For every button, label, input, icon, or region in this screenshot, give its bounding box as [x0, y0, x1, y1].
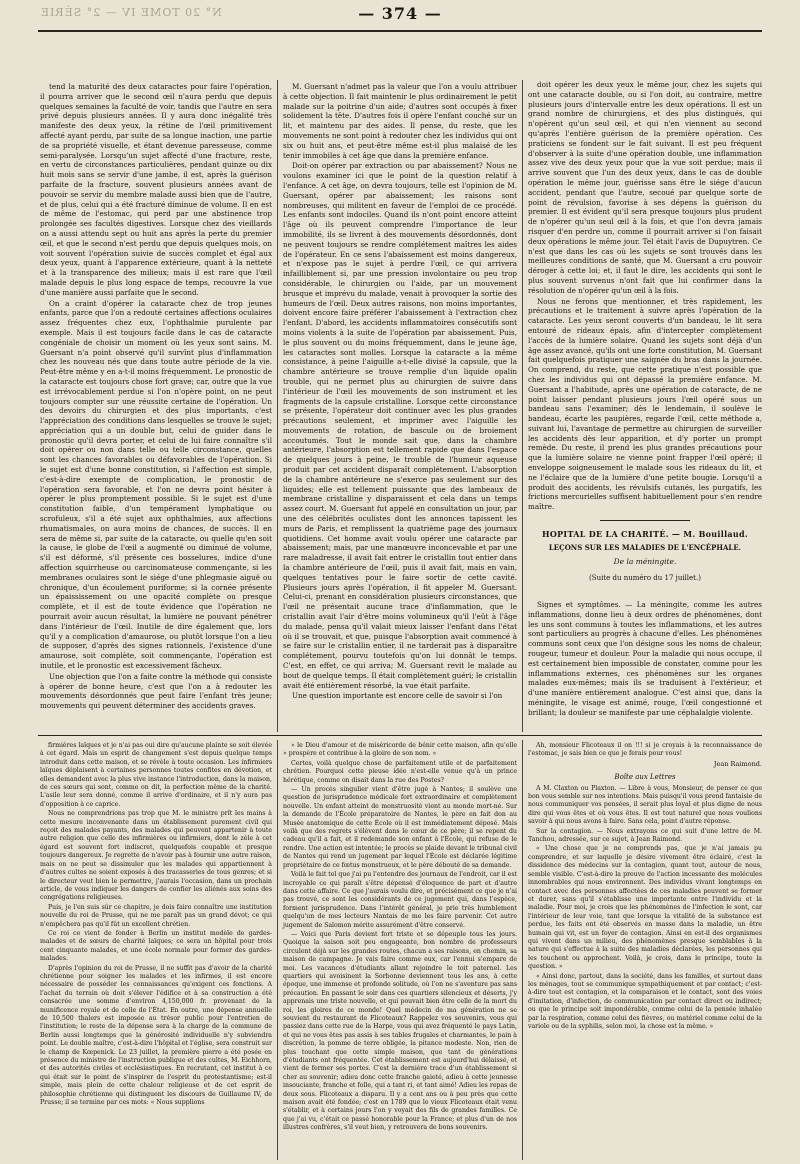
column-divider: [522, 740, 523, 1160]
paragraph: Puis, je l'en suis sûr ce chapitre, je dois faire connaître une institution nouvelle du roi de Prusse, qui ne me paraît pas un grand dévot; ce qui n'empêchera pas qu'il fût un excellent chrétien.: [40, 903, 272, 928]
paragraph: Une objection que l'on a faite contre la méthode qui consiste à opérer de bonne heure, c'est que l'on a à redouter les mouvements désordonnés que peut faire l'enfant très jeune; mouvements qui peuvent déterminer des accidents graves.: [40, 671, 272, 711]
paragraph: Ah, monsieur Flicoteaux il on !!! si je croyais à la reconnaissance de l'estomac, je sais bien ce que je ferais pour vous!: [528, 742, 762, 758]
column-divider: [277, 80, 278, 732]
column-divider: [522, 80, 523, 732]
paragraph: On a craint d'opérer la cataracte chez de trop jeunes enfants, parce que l'on a redouté certaines affections oculaires assez fréquentes chez eux, l'ophthalmie purulente par exemple. Mais il est toujours facile dans le cas de cataracte congéniale de choisir un moment où les yeux sont sains. M. Guersant n'a point observé qu'il survînt plus d'inflammation chez les nouveau nés que dans toute autre période de la vie. Peut-être même y en a-t-il moins fréquemment. Le pronostic de la cataracte est toujours chose fort grave; car, outre que la vue est irrévocablement perdue si l'on n'opère point, on ne peut toujours compter sur une réussite certaine de l'opération. Un des devoirs du chirurgien et des plus importants, c'est l'appréciation des conditions dans lesquelles se trouve le sujet; appréciation qui a un double but, celui de guider dans le pronostic qu'il devra porter, et celui de lui faire connaître s'il doit opérer ou non dans telle ou telle circonstance, quelles sont les chances favorables ou défavorables de l'opération. Si le sujet est d'une bonne constitution, si l'affection est simple, c'est-à-dire exempte de complication, le pronostic de l'opération sera favorable, et l'on ne devra point hésiter à opérer le plus promptement possible. Si le sujet est d'une constitution faible, d'un tempérament lymphatique ou scrofuleux, s'il a été sujet aux ophthalmies, aux affections rhumatismales, on aura moins de chances, de succès. Il en sera de même si, par suite de la cataracte, ou quelle qu'en soit la cause, le globe de l'œil a augmenté ou diminué de volume, s'il est déformé, s'il présente ces bosselures, indice d'une affection squirrheuse ou carcinomateuse commençante, si les membranes oculaires sont le siége d'une phlegmasie aiguë ou chronique, d'un écoulement puriforme; si la cornée présente un épaississement ou une opacité complète ou presque complète, et il est de toute évidence que l'opération ne pourrait avoir aucun résultat, la lumière ne pouvant pénétrer dans l'intérieur de l'œil. Inutile de dire également que, lors qu'il y a complication d'amaurose, ou plutôt lorsque l'on a lieu de supposer, d'après des signes rationnels, l'existence d'une amaurose, soit complète, soit commençante, l'opération est inutile, et le pronostic est excessivement fâcheux.: [40, 298, 272, 671]
section-rule: [38, 735, 762, 736]
paragraph: Certes, voilà quelque chose de parfaitement utile et de parfaitement chrétien. Pourquoi cette pieuse idée n'est-elle venue qu'à un prince hérétique, comme on disait dans la rue des Postes?: [283, 759, 517, 784]
article-column-1: [40, 82, 272, 732]
paragraph: Nous ne comprendrions pas trop que M. le ministre prît les mains à cette mesure inconvenante dans un établissement purement civil qui reçoit des malades payants, des malades qui peuvent appartenir à toute autre religion que celle des infirmières ou infirmiers, dont le zèle à cet égard est souvent fort indiscret, quelquefois coupable et presque toujours dangereux. Je regrette de n'avoir pas à fournir une autre raison, mais on ne peut se dissimuler que les malades qui appartiennent à d'autres cultes ne soient exposés à des tracasseries de tous genres; et si le directeur veut bien le permettre, j'aurais l'occasion, dans un prochain article, de vous indiquer les dangers de confier les aliénés aux soins des congrégations religieuses.: [40, 810, 272, 902]
paragraph: D'après l'opinion du roi de Prusse, il ne suffit pas d'avoir de la charité chrétienne pour soigner les malades et les infirmes, il est encore nécessaire de posséder les connaissances qu'exigent ces fonctions. A l'achat du terrain où doit s'élever l'édifice et à sa construction a été consacrée une somme d'environ 4,150,000 fr. provenant de la munificence royale et de celle de l'État. En outre, une dépense annuelle de 10,500 thalers est imposée au trésor public pour l'entretien de l'institution; le reste de la dépense sera à la charge de la commune de Berlin aussi longtemps que la générosité individuelle n'y subviendra point. Le double maître, c'est-à-dire l'hôpital et l'église, sera construit sur le champ de Kœpenick. Le 23 juillet, la première pierre a été posée en présence du ministre de l'instruction publique et des cultes, M. Eichhorn, et des autorités civiles et ecclésiastiques. En recrutant, cet institut à ce qui était sur le point de s'inspirer de l'esprit du protestantisme; est-il simple, mais plein de cette chaleur religieuse et de cet esprit de philosophie chrétienne qui distinguent les discours de Guillaume IV, de Prusse; il se termine par ces mots: « Nous supplions: [40, 964, 272, 1107]
paragraph: « Ainsi donc, partout, dans la société, dans les familles, et surtout dans les ménages, tout se communique sympathiquement et par contact; c'est-à-dire tout est contagion, et la comparaison et le contact, sont des voies d'imitation, d'infection, de communication par contact direct ou indirect; ou que le principe soit impondérable, comme celui de la pensée inhalée par la respiration, comme celui des fièvres, ou matériel comme celui de la variole ou de la syphilis, selon moi, la chose est la même. »: [528, 972, 762, 1030]
paragraph: « Une chose que je ne comprends pas, que je n'ai jamais pu comprendre, et sur laquelle je désire vivement être éclairé, c'est la dissidence des médecins sur la contagion, quant tout, autour de nous, semble visible. C'est-à-dire la preuve de l'action incessante des molécules innombrables qui nous environnent. Des individus vivant longtemps en contact avec des personnes affectées de ces maladies peuvent se former et durer, sans qu'il s'établisse une importante entre l'individu et la maladie. Pour moi, je crois que les phénomènes de l'infection le sont, car l'intérieur de leur voie, tant que lorsque la vitalité de la substance est perdue, les faits ont été observés en masse dans la maladie, un être humain qui vit, est un foyer de contagion. Ainsi en est-il des organismes qui vivent dans un milieu, des phénomènes presque semblables à la nature qui s'effectue à la suite des maladies déclarées, les personnes qui les touchent ou approchent. Voilà, je crois, dans le principe, toute la question. »: [528, 845, 762, 971]
header-rule: [38, 30, 762, 32]
paragraph: M. Guersant n'admet pas la valeur que l'on a voulu attribuer à cette objection. Il fait maintenir le plus ordinairement le petit malade sur la poitrine d'un aide; d'autres sont occupés à fixer solidement la tête. D'autres fois il opère l'enfant couché sur un lit, et maintenu par des aides. Il pense, du reste, que les mouvements ne sont point à redouter chez les individus qui ont six ou huit ans, et peut-être même est-il plus malaisé de les tenir immobiles à cet âge que dans la première enfance.: [283, 82, 517, 160]
page-number: — 374 —: [358, 4, 442, 23]
paragraph: A M. Claxton ou Plaxton. — Libre à vous, Monsieur, de penser ce que bon vous semble sur nos intentions. Mais puisqu'il vous prend fantaisie de nous communiquer vos pensées, il serait plus loyal et plus digne de nous dire qui vous êtes et où vous êtes. Il est tout naturel que nous voulions savoir à qui nous avons à faire. Sans cela, point d'autre réponse.: [528, 784, 762, 826]
letters-heading: Boîte aux Lettres: [614, 773, 676, 782]
paragraph: » le Dieu d'amour et de miséricorde de bénir cette maison, afin qu'elle » prospère et contribue à la gloire de son nom. »: [283, 742, 517, 758]
article-column-3: [528, 80, 762, 512]
section-title: HOPITAL DE LA CHARITÉ. — M. Bouillaud.: [541, 529, 749, 539]
section-subtitle: LEÇONS SUR LES MALADIES DE L'ENCÉPHALE.: [548, 543, 742, 552]
paragraph: Signes et symptômes. — La méningite, comme les autres inflammations, donne lieu à deux ordres de phénomènes, dont les uns sont communs à toutes les inflammations, et les autres sont particuliers au progrès à chacune d'elles. Les phénomènes communs sont ceux que l'on désigne sous les noms de chaleur, rougeur, tumeur et douleur. Pour la maladie qui nous occupe, il est certainement bien impossible de constater, comme pour les inflammations externes, ces phénomènes sur les organes malades eux-mêmes; mais ils se traduisent à l'extérieur, et d'une manière entièrement analogue. C'est ainsi que, dans la méningite, le visage est animé, rouge, l'œil congestionné et brillant; la douleur se manifeste par une céphalalgie violente.: [528, 600, 762, 717]
paragraph: — Voici que Paris devient fort triste et se dépeuple tous les jours. Quoique la saison soit peu engageante, bon nombre de professeurs circulent déjà sur les grandes routes, chacun a ses raisons, en chemin, sa maison de campagne. Je vais faire comme eux, car l'ennui s'empare de moi. Les vacances d'étudiants allant rejoindre le toit paternel. Les quartiers qui avoisinent la Sorbonne deviennent tous les ans, à cette époque, une immense et profonde solitude, où l'on ne s'aventure pas sans précaution. En passant le soir dans ces quartiers silencieux et déserts, j'y apprenais une triste nouvelle, et qui pouvait bien être celle de la mort du roi, les gloires de ce monde! Quel médecin de ma génération ne se souvient du restaurant de Flicoteaux? Rappelez vos souvenirs, vous qui passiez dans cette rue de la Harpe, vous qui avez fréquenté le pays Latin, et qui ne vous êtes pas assis à ses tables frugales et charmantes, le pain à discrétion, la pomme de terre obligée, la pitance modeste. Non, rien de plus touchant que cette simple maison, que tant de générations d'étudiants ont fréquentée. Cet établissement est aujourd'hui délaissé, et vient de fermer ses portes. C'est la dernière trace d'un établissement si cher au souvenir; adieu donc cette franche gaieté, adieu à cette jeunesse insouciante, franche et folle, qui a tant ri, et tant aimé! Adieu les repas de deux sous. Flicoteaux a disparu. Il y a cent ans ou à peu près que cette maison avait été fondée; c'est en 1789 que le vieux Flicoteaux était venu s'établir, et à certains jours l'on y voyait des fils de grandes familles. Ce que j'ai vu, c'était ce passé honorable pour la France; et plus d'un de nos illustres confrères, s'il veut bien, y retrouvera de bons souvenirs.: [283, 930, 517, 1132]
feuilleton-column-2: [283, 742, 517, 1160]
paragraph: Une question importante est encore celle de savoir si l'on: [292, 691, 503, 701]
paragraph: Ce roi ce vient de fonder à Berlin un institut modèle de gardes-malades et de sœurs de charité laïques; ce sera un hôpital pour trois cent cinquante malades, et une école normale pour former des gardes-malades.: [40, 929, 272, 963]
paragraph: doit opérer les deux yeux le même jour, chez les sujets qui ont une cataracte double, ou si l'on doit, au contraire, mettre plusieurs jours d'intervalle entre les deux opérations. Il est un grand nombre de chirurgiens, et des plus distingués, qui n'opèrent qu'un seul œil, et qui n'en viennent au second qu'après l'entière guérison de la première opération. Ces praticiens se fondent sur le fait suivant. Il est peu fréquent d'observer à la suite d'une opération double, une inflammation assez vive des deux yeux pour que la vue soit perdue; mais il arrive souvent que l'un des deux yeux, dans le cas de double opération le même jour, guérisse sans être le siége d'aucun accident, pendant que l'autre, secoué par quelque sorte de point de révulsion, favorise à ses dépens la guérison du premier. Il est évident qu'il sera presque toujours plus prudent de n'opérer qu'un seul œil à la fois, et que l'on devra jamais risquer d'en perdre un, comme il pourrait arriver si l'on faisait deux opérations le même jour. Tel était l'avis de Dupuytren. Ce n'est que dans les cas où les sujets se sont trouvés dans les meilleures conditions de santé, que M. Guersant a cru pouvoir déroger à cette loi; et, il faut le dire, les accidents qui sont le plus souvent survenus n'ont fait que lui confirmer dans la résolution de n'opérer qu'un œil à la fois.: [528, 80, 762, 295]
paragraph: Sur la contagion. — Nous extrayons ce qui suit d'une lettre de M. Tanchou, adressée, sur ce sujet, à Jean Raimond.: [528, 827, 762, 844]
feuilleton-column-1: [40, 742, 272, 1160]
paragraph: Nous ne ferons que mentionner, et très rapidement, les précautions et le traitement à suivre après l'opération de la cataracte. Les yeux seront couverts d'un bandeau, le lit sera entouré de rideaux épais, afin d'intercepter complètement l'accès de la lumière solaire. Quand les sujets sont déjà d'un âge assez avancé, qu'ils ont une forte constitution, M. Guersant fait quelquefois pratiquer une saignée du bras dans la journée. On comprend, du reste, que cette pratique n'est possible que chez les individus qui ont dépassé la première enfance. M. Guersant a l'habitude, après une opération de cataracte, de ne point laisser pendant plusieurs jours l'œil opéré sous un bandeau sans l'examiner; dès le lendemain, il soulève le bandeau, écarte les paupières, regarde l'œil, cette méthode a, suivant lui, l'avantage de permettre au chirurgien de surveiller les accidents dès leur apparition, et d'y porter un prompt remède. Du reste, il prend les plus grandes précautions pour que la lumière solaire ne vienne point frapper l'œil opéré; il enveloppe soigneusement le malade sous les rideaux du lit, et ne l'éclaire que de la lumière d'une petite bougie. Lorsqu'il a produit des accidents, les révulsifs cutanés, les purgatifs, les frictions mercurielles suffisent habituellement pour s'en rendre maître.: [528, 296, 762, 512]
section-rule: [600, 520, 690, 521]
paragraph: Doit-on opérer par extraction ou par abaissement? Nous ne voulons examiner ici que le point de la question relatif à l'enfance. A cet âge, on devra toujours, telle est l'opinion de M. Guersant, opérer par abaissement; les raisons sont nombreuses, qui militent en faveur de l'emploi de ce procédé. Les enfants sont indociles. Quand ils n'ont point encore atteint l'âge où ils peuvent comprendre l'importance de leur immobilité, ils se livrent à des mouvements désordonnés, dont ne peuvent toujours se rendre complétement maîtres les aides de l'opérateur. En ce sens l'abaissement est moins dangereux, et n'expose pas le sujet à perdre l'œil, ce qui arrivera infailliblement si, par une pression involontaire ou peu trop considérable, le chirurgien ou l'aide, par un mouvement brusque et imprévu du malade, venait à provoquer la sortie des humeurs de l'œil. Deux autres raisons, non moins importantes, doivent encore faire préférer l'abaissement à l'extraction chez l'enfant. D'abord, les accidents inflammatoires consécutifs sont moins violents à la suite de l'opération par abaissement. Puis, le plus souvent ou du moins fréquemment, dans le jeune âge, les cataractes sont molles. Lorsque la cataracte a la même consistance, à peine l'aiguille a-t-elle divisé la capsule, que la chambre antérieure se trouve remplie d'un liquide opalin trouble, qui ne permet plus au chirurgien de suivre dans l'intérieur de l'œil les mouvements de son instrument et les fragments de la capsule cristalline. Lorsque cette circonstance se présente, l'opérateur doit continuer avec les plus grandes précautions seulement, et imprimer avec l'aiguille les mouvements de rotation, de bascule ou de broiement accoutumés. Tout le monde sait que, dans la chambre antérieure, l'absorption est tellement rapide que dans l'espace de quelques jours à peine, le trouble de l'humeur aqueuse produit par cet accident disparaît complétement. L'absorption de la chambre antérieure ne s'exerce pas seulement sur des liquides; elle est tellement puissante que des lambeaux de membrane cristalline y disparaissent et cela dans un temps assez court. M. Guersant fut appelé en consultation un jour, par une des célébrités oculistes dont les annonces tapissent les murs de Paris, et remplissent la quatrième page des journaux quotidiens. Cet homme avait voulu opérer une cataracte par abaissement; mais, par une manœuvre inconcevable et par une rare maladresse, il avait fait entrer le cristallin tout entier dans la chambre antérieure de l'œil, puis il avait fait, mais en vain, quelques tentatives pour le faire sortir de cette cavité. Plusieurs jours après l'opération, il fit appeler M. Guersant. Celui-ci, prenant en considération plusieurs circonstances, que l'œil ne présentait aucune trace d'inflammation, que le cristallin avait l'air d'être moins volumineux qu'il l'eût à l'âge du malade, pensa qu'il valait mieux laisser l'enfant dans l'état où il se trouvait, et que, puisque l'absorption avait commencé à se faire sur le cristallin entier, il ne tarderait pas à disparaître complétement, pourvu toutefois qu'on lui donnât le temps. C'est, en effet, ce qui arriva; M. Guersant revit le malade au bout de quelque temps. Il était complètement guéri; le cristallin avait été entièrement résorbé, la vue était parfaite.: [283, 161, 517, 690]
paragraph: tend la maturité des deux cataractes pour faire l'opération, il pourra arriver que le second œil n'aura perdu que depuis quelques semaines la faculté de voir, tandis que l'autre en sera privé depuis plusieurs années. Il y aura donc inégalité très manifeste des deux yeux, la rétine de l'œil primitivement affecté ayant perdu, par suite de sa longue inaction, une partie de sa propriété visuelle, et étant devenue paresseuse, comme semi-paralysée. Lorsqu'un sujet affecté d'une fracture, reste, en vertu de circonstances particulières, pendant quinze ou dix huit mois sans se servir d'une jambe, il est, après la guérison parfaite de la fracture, souvent plusieurs années avant de pouvoir se servir du membre malade aussi bien que de l'autre, et de plus, celui qui a été fracturé diminue de volume. Il en est de même de l'estomac, qui perd par une abstinence trop prolongée ses facultés digestives. Lorsque chez des vieillards on a aussi attendu sept ou huit ans après la perte du premier œil, et que le second n'est perdu que depuis quelques mois, on voit souvent l'opération suivie de succès complet et égal aux deux yeux, quant à l'apparence extérieure, quant à la netteté et à la transparence des milieux; mais il est rare que l'œil malade depuis le plus long espace de temps, recouvre la vue d'une manière aussi parfaite que le second.: [40, 82, 272, 297]
show-through-text: N° 20 TOME IV — 2° SÉRIE: [40, 6, 222, 19]
paragraph: firmières laïques et je n'ai pas oui dire qu'aucune plainte se soit élevée à cet égard. Mais un esprit de changement s'est depuis quelque temps introduit dans cette maison, et se révèle à toute occasion. Les infirmiers laïques déplaisent à certaines personnes toutes confites en dévotion, et elles demandent avec la plus vive instance l'introduction, dans la maison, de ces sœurs qui sont, comme on dit, la perfection même de la charité. L'asile leur sera donné, comme il arrive d'ordinaire, et il n'y aura pas d'opposition à ce caprice.: [40, 742, 272, 808]
column-divider: [277, 740, 278, 1160]
paragraph: Voilà le fait tel que j'ai pu l'entendre des journaux de l'endroit, car il est incroyable ce qui paraît s'être dépensé d'éloquence de part et d'autre dans cette affaire. Ce que j'aurais voulu dire, et précisément ce que je n'ai pas trouvé, ce sont les considérants de ce jugement qui, dans l'espèce, forment jurisprudence. Dans l'intérêt général, je prie très humblement quelqu'un de mes lecteurs Nantais de me les faire parvenir. Cet autre jugement de Salomon mérite assurément d'être conservé.: [283, 871, 517, 929]
feuilleton-column-3: [528, 742, 762, 1160]
lecture-topic: De la méningite.: [613, 557, 677, 566]
continuation-note: (Suite du numéro du 17 juillet.): [589, 574, 701, 582]
paragraph: — Un procès singulier vient d'être jugé à Nantes; il soulève une question de jurisprudence médicale fort extraordinaire et complètement nouvelle. Un enfant atteint de monstruosité vient au monde mort-né. Sur la demande de l'École préparatoire de Nantes, le père en fait don au Musée anatomique de cette École où il est immédiatement déposé. Mais voilà que des regrets s'élèvent dans le cœur de ce père; il se repent du cadeau qu'il a fait, et il redemande son enfant à l'École, qui refuse de le rendre. Une action est intentée; le procès se plaide devant le tribunal civil de Nantes qui rend un jugement par lequel l'École est déclarée légitime propriétaire de ce fœtus monstrueux, et le père débouté de sa demande.: [283, 786, 517, 869]
article-column-2: [283, 82, 517, 732]
lecture-text: [528, 600, 762, 732]
signature: Jean Raimond.: [713, 759, 762, 768]
